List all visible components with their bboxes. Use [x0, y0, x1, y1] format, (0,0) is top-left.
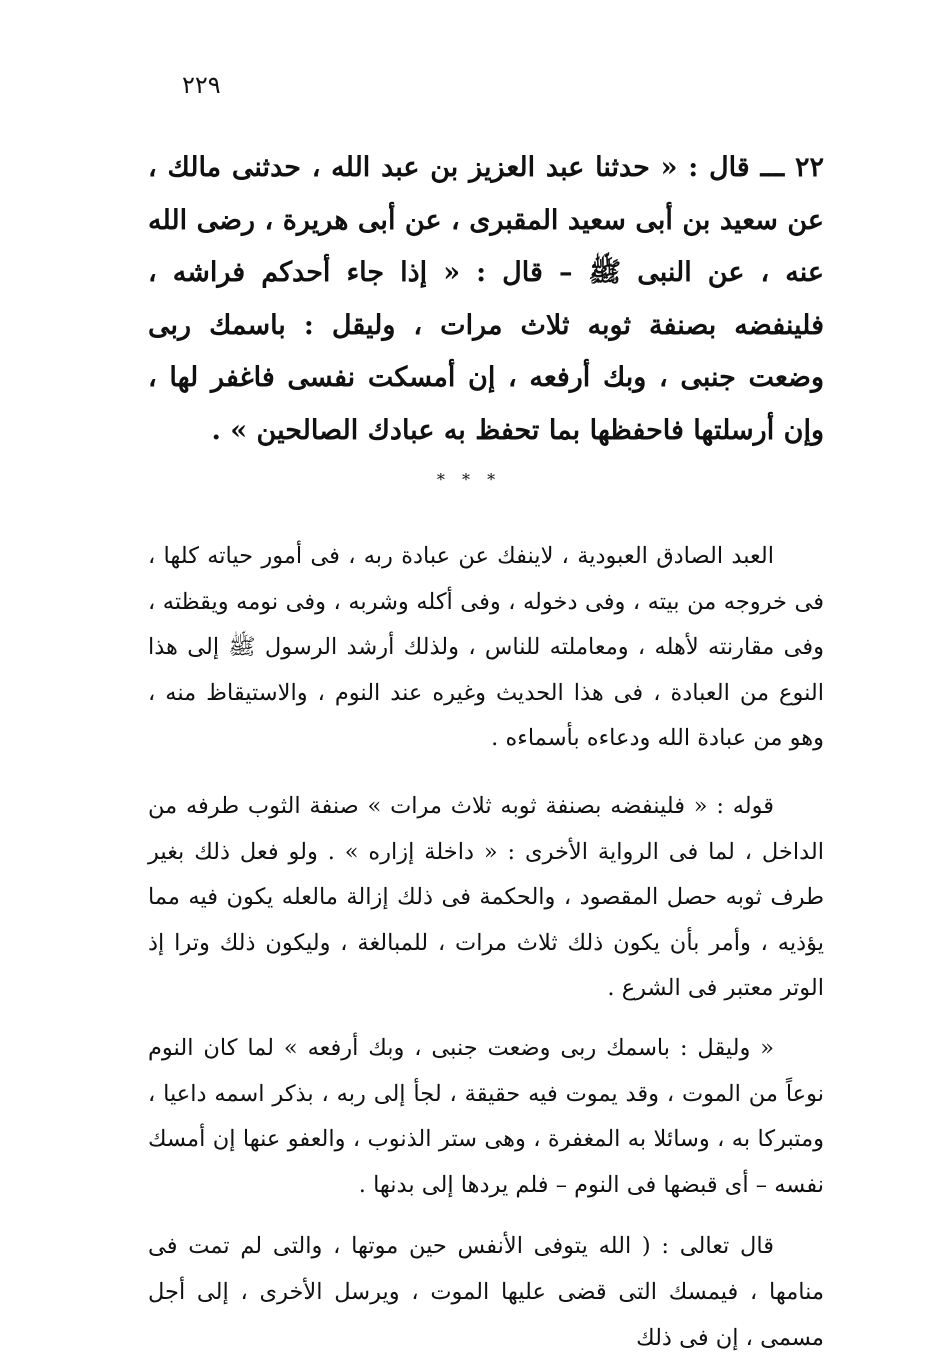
hadith-number: ٢٢ — [794, 152, 824, 183]
page-number: ٢٢٩ — [182, 71, 221, 99]
commentary-paragraph: « وليقل : باسمك ربى وضعت جنبى ، وبك أرفعه » لما كان النوم نوعاً من الموت ، وقد يموت فيه حقيقة ، لجأ إلى ربه ، بذكر اسمه داعيا ، ومتبركا به ، وسائلا به المغفرة ، وهى ستر الذنوب ، والعفو عنها إن أمسك نفسه – أى قبضها فى النوم – فلم يردها إلى بدنها . — [148, 1034, 824, 1198]
commentary-block — [148, 534, 824, 1361]
hadith-text: ـــ قال : « حدثنا عبد العزيز بن عبد الله ، حدثنى مالك ، عن سعيد بن أبى سعيد المقبرى ، عن أبى هريرة ، رضى الله عنه ، عن النبى ﷺ – قال : « إذا جاء أحدكم فراشه ، فلينفضه بصنفة ثوبه ثلاث مرات ، وليقل : باسمك ربى وضعت جنبى ، وبك أرفعه ، إن أمسكت نفسى فاغفر لها ، وإن أرسلتها فاحفظها بما تحفظ به عبادك الصالحين » . — [148, 152, 824, 446]
section-separator: * * * — [436, 470, 502, 489]
commentary-paragraph: العبد الصادق العبودية ، لاينفك عن عبادة ربه ، فى أمور حياته كلها ، فى خروجه من بيته ، وفى دخوله ، وفى أكله وشربه ، وفى نومه ويقظته ، وفى مقارنته لأهله ، ومعاملته للناس ، ولذلك أرشد الرسول ﷺ إلى هذا النوع من العبادة ، فى هذا الحديث وغيره عند النوم ، والاستيقاظ منه ، وهو من عبادة الله ودعاءه بأسماءه . — [148, 543, 824, 752]
commentary-paragraph: قوله : « فلينفضه بصنفة ثوبه ثلاث مرات » صنفة الثوب طرفه من الداخل ، لما فى الرواية الأخرى : « داخلة إزاره » . ولو فعل ذلك بغير طرف ثوبه حصل المقصود ، والحكمة فى ذلك إزالة مالعله يكون فيه مما يؤذيه ، وأمر بأن يكون ذلك ثلاث مرات ، للمبالغة ، وليكون ذلك وترا إذ الوتر معتبر فى الشرع . — [148, 792, 824, 1002]
hadith-text-block — [148, 142, 824, 457]
commentary-paragraph: قال تعالى : ( الله يتوفى الأنفس حين موتها ، والتى لم تمت فى منامها ، فيمسك التى قضى عليها الموت ، ويرسل الأخرى ، إلى أجل مسمى ، إن فى ذلك — [148, 1233, 824, 1351]
